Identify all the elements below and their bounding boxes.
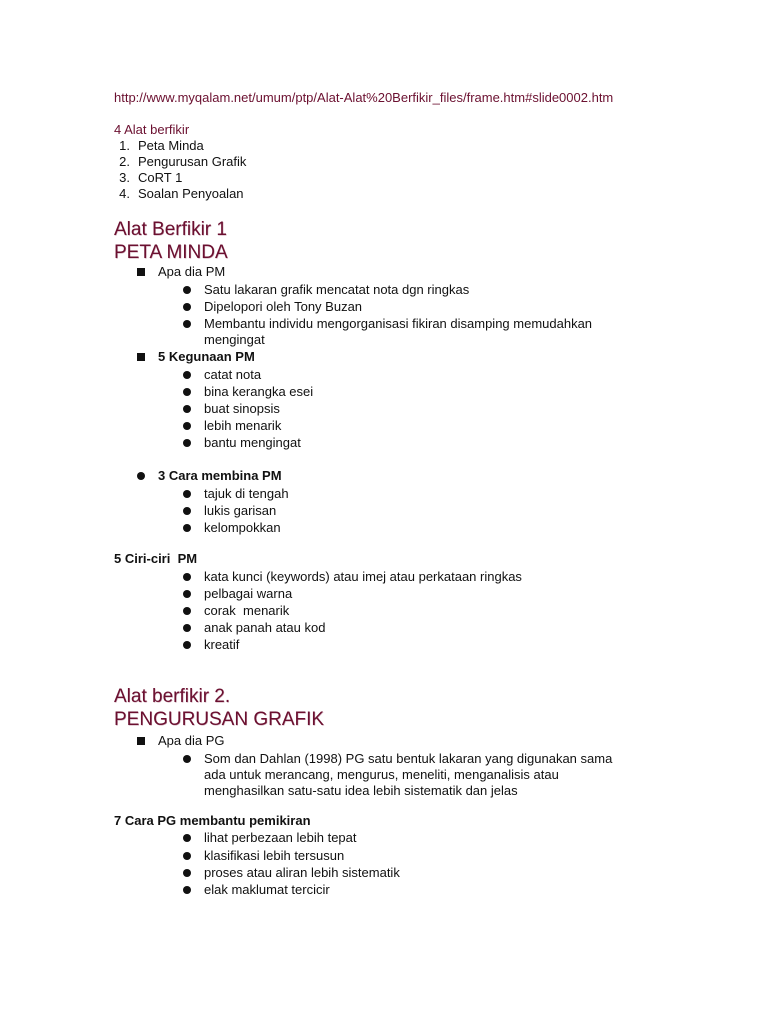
bullet-dot-icon [183,624,191,632]
bullet-dot-icon [183,524,191,532]
apa-pg-label: Apa dia PG [158,733,225,748]
square-bullet-icon [137,737,145,745]
cara-item: lukis garisan [204,503,277,518]
bullet-dot-icon [183,755,191,763]
item-text: CoRT 1 [138,170,183,185]
ciri-item: kreatif [204,637,240,652]
bullet-dot-icon [183,607,191,615]
item-number: 4. [119,186,130,201]
cara-pg-item: lihat perbezaan lebih tepat [204,830,357,845]
apa-pm-label: Apa dia PM [158,264,226,279]
cara-pg-label: 7 Cara PG membantu pemikiran [114,813,311,828]
bullet-dot-icon [137,472,145,480]
ciri-ciri-label: 5 Ciri-ciri PM [114,551,198,566]
apa-pm-item-continuation: mengingat [204,332,265,347]
apa-pg-line: ada untuk merancang, mengurus, meneliti, menganalisis atau [204,767,559,782]
bullet-dot-icon [183,490,191,498]
kegunaan-pm-label: 5 Kegunaan PM [158,349,255,364]
ciri-item: anak panah atau kod [204,620,326,635]
apa-pg-line: menghasilkan satu-satu idea lebih sistematik dan jelas [204,783,518,798]
intro-item-1 [106,138,204,153]
kegunaan-item: bina kerangka esei [204,384,314,399]
bullet-dot-icon [183,371,191,379]
cara-item: tajuk di tengah [204,486,289,501]
bullet-dot-icon [183,439,191,447]
ciri-item: pelbagai warna [204,586,293,601]
intro-item-3 [106,170,182,185]
ciri-item: kata kunci (keywords) atau imej atau perkataan ringkas [204,569,522,584]
square-bullet-icon [137,353,145,361]
bullet-dot-icon [183,869,191,877]
source-url[interactable]: http://www.myqalam.net/umum/ptp/Alat-Alat%20Berfikir_files/frame.htm#slide0002.htm [114,90,614,105]
ciri-item: corak menarik [204,603,290,618]
kegunaan-item: buat sinopsis [204,401,280,416]
bullet-dot-icon [183,320,191,328]
section1-heading-line1: Alat Berfikir 1 [114,219,227,240]
bullet-dot-icon [183,405,191,413]
kegunaan-item: bantu mengingat [204,435,301,450]
cara-pg-item: proses atau aliran lebih sistematik [204,865,400,880]
bullet-dot-icon [183,886,191,894]
item-number: 2. [119,154,130,169]
bullet-dot-icon [183,573,191,581]
bullet-dot-icon [183,834,191,842]
bullet-dot-icon [183,422,191,430]
section2-heading-line1: Alat berfikir 2. [114,686,231,707]
bullet-dot-icon [183,303,191,311]
section2-heading-line2: PENGURUSAN GRAFIK [114,709,325,730]
kegunaan-item: lebih menarik [204,418,282,433]
bullet-dot-icon [183,641,191,649]
cara-membina-label: 3 Cara membina PM [158,468,282,483]
item-text: Pengurusan Grafik [138,154,247,169]
apa-pm-item: Dipelopori oleh Tony Buzan [204,299,363,314]
bullet-dot-icon [183,852,191,860]
cara-item: kelompokkan [204,520,281,535]
apa-pm-item: Satu lakaran grafik mencatat nota dgn ringkas [204,282,470,297]
cara-pg-item: klasifikasi lebih tersusun [204,848,345,863]
section1-heading-line2: PETA MINDA [114,242,228,263]
item-number: 1. [119,138,130,153]
bullet-dot-icon [183,507,191,515]
item-text: Peta Minda [138,138,204,153]
kegunaan-item: catat nota [204,367,262,382]
bullet-dot-icon [183,286,191,294]
intro-title: 4 Alat berfikir [114,122,190,137]
cara-pg-item: elak maklumat tercicir [204,882,330,897]
square-bullet-icon [137,268,145,276]
apa-pm-item: Membantu individu mengorganisasi fikiran disamping memudahkan [204,316,593,331]
apa-pg-line: Som dan Dahlan (1998) PG satu bentuk lakaran yang digunakan sama [204,751,613,766]
item-text: Soalan Penyoalan [138,186,244,201]
item-number: 3. [119,170,130,185]
bullet-dot-icon [183,590,191,598]
intro-item-4 [106,186,244,201]
intro-item-2 [106,154,246,169]
bullet-dot-icon [183,388,191,396]
